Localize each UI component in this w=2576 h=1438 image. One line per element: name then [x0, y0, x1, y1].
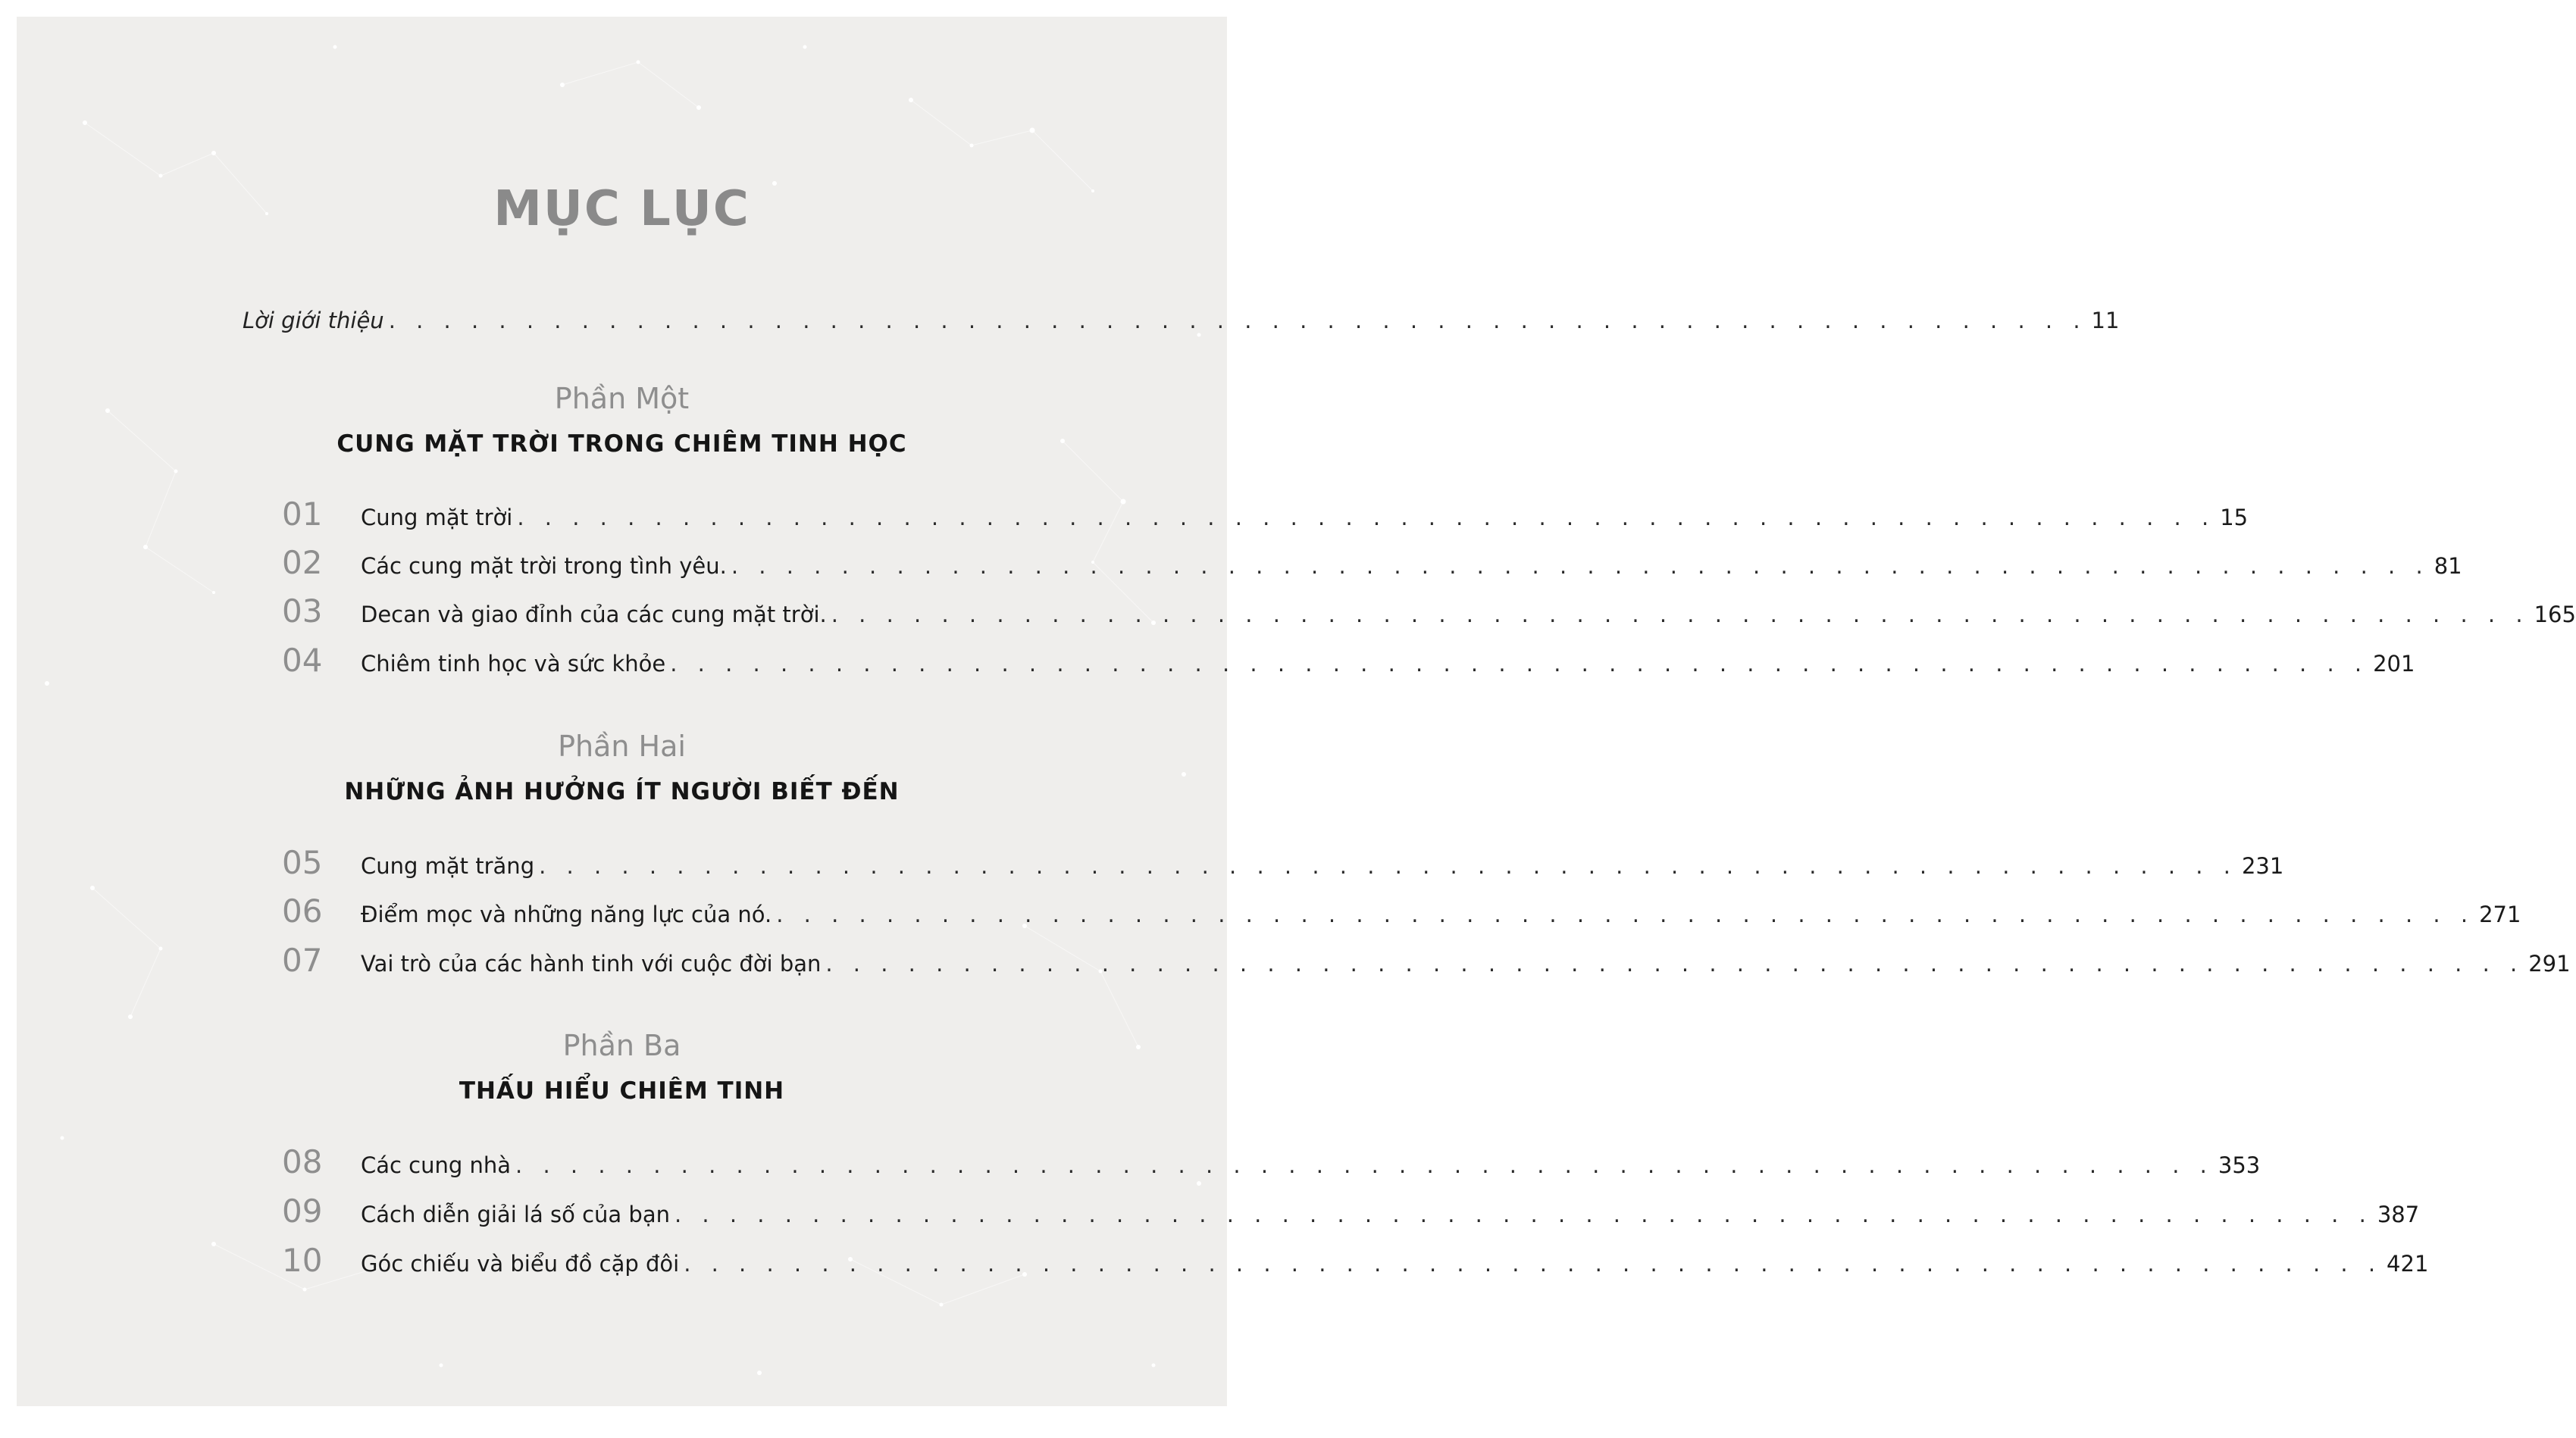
chapter-entry[interactable] [282, 942, 2571, 981]
chapter-number: 01 [282, 495, 323, 533]
chapter-title: Góc chiếu và biểu đồ cặp đôi [361, 1251, 680, 1277]
chapter-title: Vai trò của các hành tinh với cuộc đời bạn [361, 951, 822, 977]
chapter-entry[interactable] [282, 1193, 2420, 1232]
chapter-entry[interactable] [282, 892, 2521, 932]
chapter-entry[interactable] [282, 1143, 2261, 1183]
chapter-number: 08 [282, 1143, 323, 1180]
part-one-label: Phần Một [554, 382, 690, 415]
chapter-number: 03 [282, 592, 323, 630]
part-three-label: Phần Ba [562, 1029, 681, 1062]
dot-leader: . . . . . . . . . . . . . . . . . . . . . . . . . . . . . . . . . . . . . . . . . . . . . . . . . . . . . . . . . . . . . . [388, 308, 2087, 333]
chapter-page-number: 201 [2373, 651, 2415, 677]
chapter-number: 10 [282, 1242, 323, 1279]
chapter-number: 05 [282, 844, 323, 881]
part-two-title: NHỮNG ẢNH HƯỞNG ÍT NGƯỜI BIẾT ĐẾN [344, 778, 900, 805]
dot-leader: . . . . . . . . . . . . . . . . . . . . . . . . . . . . . . . . . . . . . . . . . . . . . . . . . . . . . . . . . . . . . . [515, 1152, 2214, 1178]
dot-leader: . . . . . . . . . . . . . . . . . . . . . . . . . . . . . . . . . . . . . . . . . . . . . . . . . . . . . . . . . . . . . . [674, 1202, 2373, 1227]
chapter-entry[interactable] [282, 592, 2576, 632]
dot-leader: . . . . . . . . . . . . . . . . . . . . . . . . . . . . . . . . . . . . . . . . . . . . . . . . . . . . . . . . . . . . . . [831, 602, 2530, 627]
dot-leader: . . . . . . . . . . . . . . . . . . . . . . . . . . . . . . . . . . . . . . . . . . . . . . . . . . . . . . . . . . . . . . [776, 902, 2475, 927]
dot-leader: . . . . . . . . . . . . . . . . . . . . . . . . . . . . . . . . . . . . . . . . . . . . . . . . . . . . . . . . . . . . . . [731, 553, 2430, 579]
chapter-number: 04 [282, 642, 323, 679]
chapter-title: Điểm mọc và những năng lực của nó. [361, 902, 772, 927]
chapter-entry[interactable] [282, 844, 2284, 883]
chapter-number: 07 [282, 942, 323, 979]
chapter-entry[interactable] [282, 1242, 2429, 1281]
chapter-title: Cung mặt trăng [361, 853, 535, 879]
chapter-page-number: 165 [2534, 602, 2576, 627]
chapter-page-number: 231 [2241, 853, 2284, 879]
chapter-title: Cách diễn giải lá số của bạn [361, 1202, 670, 1227]
intro-label: Lời giới thiệu [243, 308, 384, 333]
part-one-title: CUNG MẶT TRỜI TRONG CHIÊM TINH HỌC [336, 430, 907, 458]
chapter-page-number: 15 [2220, 505, 2249, 530]
chapter-page-number: 271 [2479, 902, 2521, 927]
dot-leader: . . . . . . . . . . . . . . . . . . . . . . . . . . . . . . . . . . . . . . . . . . . . . . . . . . . . . . . . . . . . . . [825, 951, 2524, 977]
dot-leader: . . . . . . . . . . . . . . . . . . . . . . . . . . . . . . . . . . . . . . . . . . . . . . . . . . . . . . . . . . . . . . [517, 505, 2216, 530]
chapter-page-number: 353 [2218, 1152, 2261, 1178]
toc-page [17, 17, 2576, 1406]
chapter-page-number: 291 [2528, 951, 2571, 977]
chapter-page-number: 81 [2434, 553, 2462, 579]
chapter-entry[interactable] [282, 544, 2462, 583]
chapter-entry[interactable] [282, 642, 2415, 681]
chapter-number: 09 [282, 1193, 323, 1230]
dot-leader: . . . . . . . . . . . . . . . . . . . . . . . . . . . . . . . . . . . . . . . . . . . . . . . . . . . . . . . . . . . . . . [539, 853, 2237, 879]
page-title: MỤC LỤC [493, 181, 750, 237]
chapter-title: Các cung nhà [361, 1152, 512, 1178]
chapter-title: Các cung mặt trời trong tình yêu. [361, 553, 727, 579]
part-three-title: THẤU HIỂU CHIÊM TINH [459, 1077, 785, 1105]
chapter-title: Cung mặt trời [361, 505, 513, 530]
intro-entry[interactable] [243, 308, 2120, 338]
dot-leader: . . . . . . . . . . . . . . . . . . . . . . . . . . . . . . . . . . . . . . . . . . . . . . . . . . . . . . . . . . . . . . [670, 651, 2369, 677]
chapter-entry[interactable] [282, 495, 2249, 535]
chapter-number: 02 [282, 544, 323, 581]
chapter-title: Decan và giao đỉnh của các cung mặt trời. [361, 602, 827, 627]
chapter-page-number: 421 [2387, 1251, 2429, 1277]
part-two-label: Phần Hai [558, 730, 686, 763]
chapter-title: Chiêm tinh học và sức khỏe [361, 651, 666, 677]
chapter-page-number: 387 [2377, 1202, 2420, 1227]
chapter-number: 06 [282, 892, 323, 930]
dot-leader: . . . . . . . . . . . . . . . . . . . . . . . . . . . . . . . . . . . . . . . . . . . . . . . . . . . . . . . . . . . . . . [684, 1251, 2383, 1277]
intro-page-number: 11 [2091, 308, 2120, 333]
